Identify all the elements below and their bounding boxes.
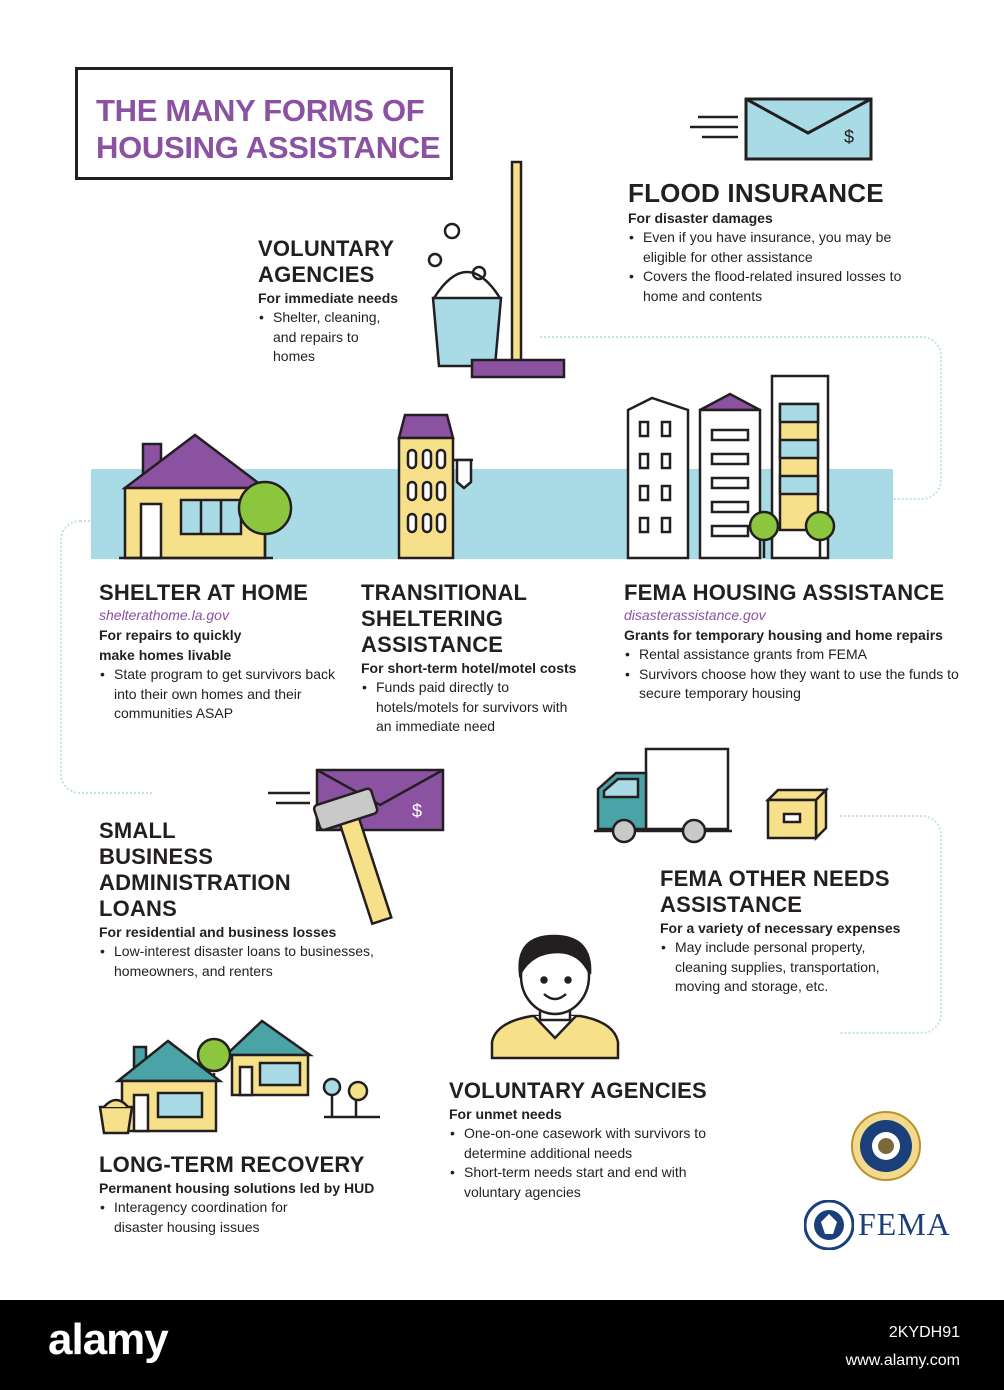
fema-other-needs-subtitle: For a variety of necessary expenses bbox=[660, 920, 901, 936]
city-buildings-icon bbox=[622, 370, 842, 562]
list-item: • Rental assistance grants from FEMA bbox=[639, 645, 969, 665]
list-item: • Shelter, cleaning, and repairs to homes bbox=[273, 308, 403, 367]
list-item: • Even if you have insurance, you may be eligible for other assistance bbox=[643, 228, 928, 267]
voluntary-agencies-bottom-bullets bbox=[449, 1124, 724, 1202]
flood-insurance-subtitle: For disaster damages bbox=[628, 210, 773, 226]
subtitle-line: For repairs to quickly bbox=[99, 627, 242, 643]
sba-loans-section bbox=[99, 818, 399, 981]
transitional-sheltering-bullets bbox=[361, 678, 576, 737]
fema-housing-subtitle: Grants for temporary housing and home repairs bbox=[624, 627, 943, 643]
fema-housing-bullets bbox=[624, 645, 969, 704]
flood-insurance-bullets bbox=[628, 228, 928, 306]
dhs-seal-icon bbox=[804, 1200, 854, 1250]
voluntary-agencies-bottom-section bbox=[449, 1078, 739, 1202]
heading-line: TRANSITIONAL bbox=[361, 580, 528, 605]
page-title bbox=[96, 92, 446, 166]
fema-logo-text: FEMA bbox=[858, 1206, 951, 1242]
heading-line: LOANS bbox=[99, 896, 177, 921]
list-item: • May include personal property, cleaning supplies, transportation, moving and storage, etc. bbox=[675, 938, 920, 997]
long-term-recovery-subtitle: Permanent housing solutions led by HUD bbox=[99, 1180, 375, 1196]
heading-line: ASSISTANCE bbox=[361, 632, 504, 657]
list-item: • Interagency coordination for disaster housing issues bbox=[114, 1198, 314, 1237]
person-icon bbox=[488, 930, 623, 1062]
envelope-dollar: $ bbox=[412, 801, 423, 821]
subtitle-line: make homes livable bbox=[99, 647, 232, 663]
list-item: • Covers the flood-related insured losses to home and contents bbox=[643, 267, 928, 306]
sba-loans-heading bbox=[99, 818, 399, 922]
fema-housing-heading: FEMA HOUSING ASSISTANCE bbox=[624, 580, 945, 605]
heading-line: VOLUNTARY bbox=[258, 236, 395, 261]
footer-url[interactable]: www.alamy.com bbox=[845, 1352, 960, 1369]
flood-insurance-section bbox=[628, 178, 928, 306]
state-seal-icon bbox=[850, 1110, 922, 1182]
houses-icon bbox=[96, 1015, 386, 1137]
transitional-sheltering-section bbox=[361, 580, 601, 737]
voluntary-agencies-bottom-subtitle: For unmet needs bbox=[449, 1106, 562, 1122]
long-term-recovery-bullets bbox=[99, 1198, 314, 1237]
footer-bar bbox=[0, 1300, 1004, 1390]
fema-other-needs-bullets bbox=[660, 938, 920, 997]
house-icon bbox=[115, 430, 300, 562]
box-icon bbox=[764, 786, 830, 842]
shelter-at-home-subtitle bbox=[99, 625, 349, 665]
fema-housing-link[interactable]: disasterassistance.gov bbox=[624, 607, 766, 623]
footer-image-id: 2KYDH91 bbox=[888, 1324, 960, 1341]
heading-line: ADMINISTRATION bbox=[99, 870, 291, 895]
envelope-icon bbox=[690, 95, 880, 165]
sba-loans-subtitle: For residential and business losses bbox=[99, 924, 337, 940]
flood-insurance-heading: FLOOD INSURANCE bbox=[628, 178, 884, 208]
transitional-sheltering-heading bbox=[361, 580, 601, 658]
fema-other-needs-heading bbox=[660, 866, 940, 918]
long-term-recovery-section bbox=[99, 1152, 409, 1237]
shelter-at-home-heading: SHELTER AT HOME bbox=[99, 580, 309, 605]
title-box bbox=[75, 67, 453, 180]
list-item: • Short-term needs start and end with voluntary agencies bbox=[464, 1163, 724, 1202]
long-term-recovery-heading: LONG-TERM RECOVERY bbox=[99, 1152, 365, 1177]
voluntary-agencies-top-bullets bbox=[258, 308, 403, 367]
list-item: • Survivors choose how they want to use the funds to secure temporary housing bbox=[639, 665, 969, 704]
voluntary-agencies-top-subtitle: For immediate needs bbox=[258, 290, 399, 306]
list-item: • One-on-one casework with survivors to determine additional needs bbox=[464, 1124, 724, 1163]
shelter-at-home-bullets bbox=[99, 665, 339, 724]
voluntary-agencies-top-section bbox=[258, 236, 428, 367]
list-item: • Funds paid directly to hotels/motels for survivors with an immediate need bbox=[376, 678, 576, 737]
heading-line: BUSINESS bbox=[99, 844, 214, 869]
list-item: • State program to get survivors back into their own homes and their communities ASAP bbox=[114, 665, 339, 724]
fema-other-needs-section bbox=[660, 866, 940, 997]
shelter-at-home-link[interactable]: shelterathome.la.gov bbox=[99, 607, 229, 623]
hotel-icon bbox=[393, 410, 483, 562]
heading-line: AGENCIES bbox=[258, 262, 375, 287]
heading-line: FEMA OTHER NEEDS bbox=[660, 866, 890, 891]
footer-brand: alamy bbox=[48, 1315, 168, 1364]
mop-bucket-icon bbox=[420, 158, 580, 383]
title-line-2: HOUSING ASSISTANCE bbox=[96, 130, 441, 165]
heading-line: ASSISTANCE bbox=[660, 892, 803, 917]
truck-icon bbox=[594, 745, 734, 845]
fema-housing-section bbox=[624, 580, 974, 704]
list-item: • Low-interest disaster loans to businesses, homeowners, and renters bbox=[114, 942, 384, 981]
voluntary-agencies-bottom-heading: VOLUNTARY AGENCIES bbox=[449, 1078, 707, 1103]
title-line-1: THE MANY FORMS OF bbox=[96, 93, 425, 128]
shelter-at-home-section bbox=[99, 580, 349, 724]
voluntary-agencies-top-heading bbox=[258, 236, 428, 288]
envelope-dollar: $ bbox=[844, 127, 855, 147]
heading-line: SMALL bbox=[99, 818, 176, 843]
transitional-sheltering-subtitle: For short-term hotel/motel costs bbox=[361, 660, 577, 676]
heading-line: SHELTERING bbox=[361, 606, 504, 631]
sba-loans-bullets bbox=[99, 942, 384, 981]
